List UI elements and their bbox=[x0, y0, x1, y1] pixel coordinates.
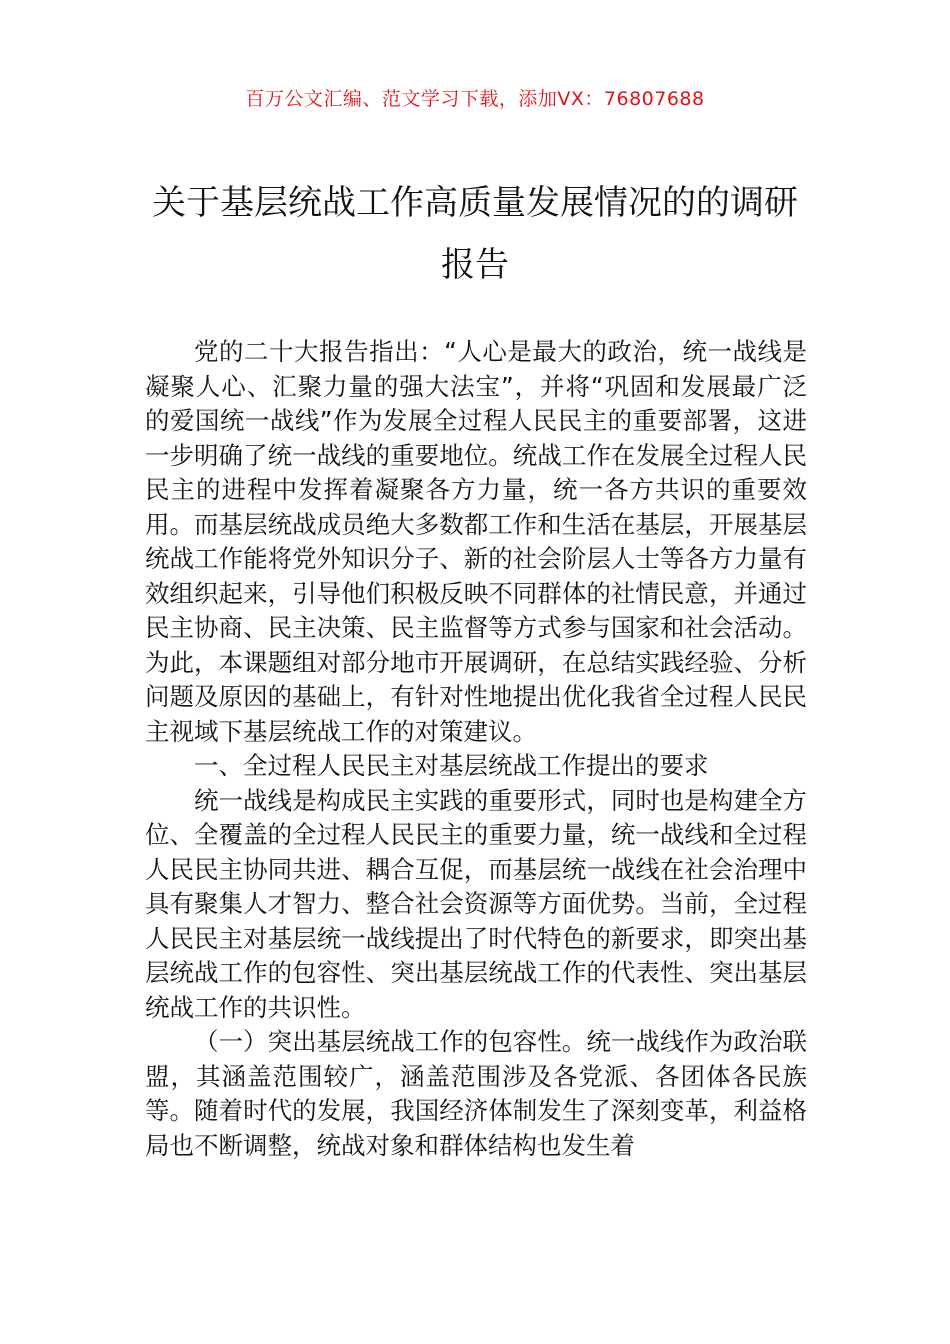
document-body bbox=[145, 335, 807, 1163]
paragraph-subsection-1: （一）突出基层统战工作的包容性。统一战线作为政治联盟，其涵盖范围较广，涵盖范围涉及各党派、各团体各民族等。随着时代的发展，我国经济体制发生了深刻变革，利益格局也不断调整，统战对象和群体结构也发生着 bbox=[145, 1027, 807, 1160]
paragraph-section-1: 统一战线是构成民主实践的重要形式，同时也是构建全方位、全覆盖的全过程人民民主的重要力量，统一战线和全过程人民民主协同共进、耦合互促，而基层统一战线在社会治理中具有聚集人才智力、整合社会资源等方面优势。当前，全过程人民民主对基层统一战线提出了时代特色的新要求，即突出基层统战工作的包容性、突出基层统战工作的代表性、突出基层统战工作的共识性。 bbox=[145, 785, 807, 1022]
section-heading-1: 一、全过程人民民主对基层统战工作提出的要求 bbox=[194, 751, 709, 780]
paragraph-intro: 党的二十大报告指出：“人心是最大的政治，统一战线是凝聚人心、汇聚力量的强大法宝”，并将“巩固和发展最广泛的爱国统一战线”作为发展全过程人民民主的重要部署，这进一步明确了统一战线的重要地位。统战工作在发展全过程人民民主的进程中发挥着凝聚各方力量，统一各方共识的重要效用。而基层统战成员绝大多数都工作和生活在基层，开展基层统战工作能将党外知识分子、新的社会阶层人士等各方力量有效组织起来，引导他们积极反映不同群体的社情民意，并通过民主协商、民主决策、民主监督等方式参与国家和社会活动。为此，本课题组对部分地市开展调研，在总结实践经验、分析问题及原因的基础上，有针对性地提出优化我省全过程人民民主视域下基层统战工作的对策建议。 bbox=[145, 337, 807, 746]
document-title: 关于基层统战工作高质量发展情况的的调研报告 bbox=[152, 183, 798, 285]
watermark-banner: 百万公文汇编、范文学习下载，添加VX：76807688 bbox=[245, 88, 705, 110]
